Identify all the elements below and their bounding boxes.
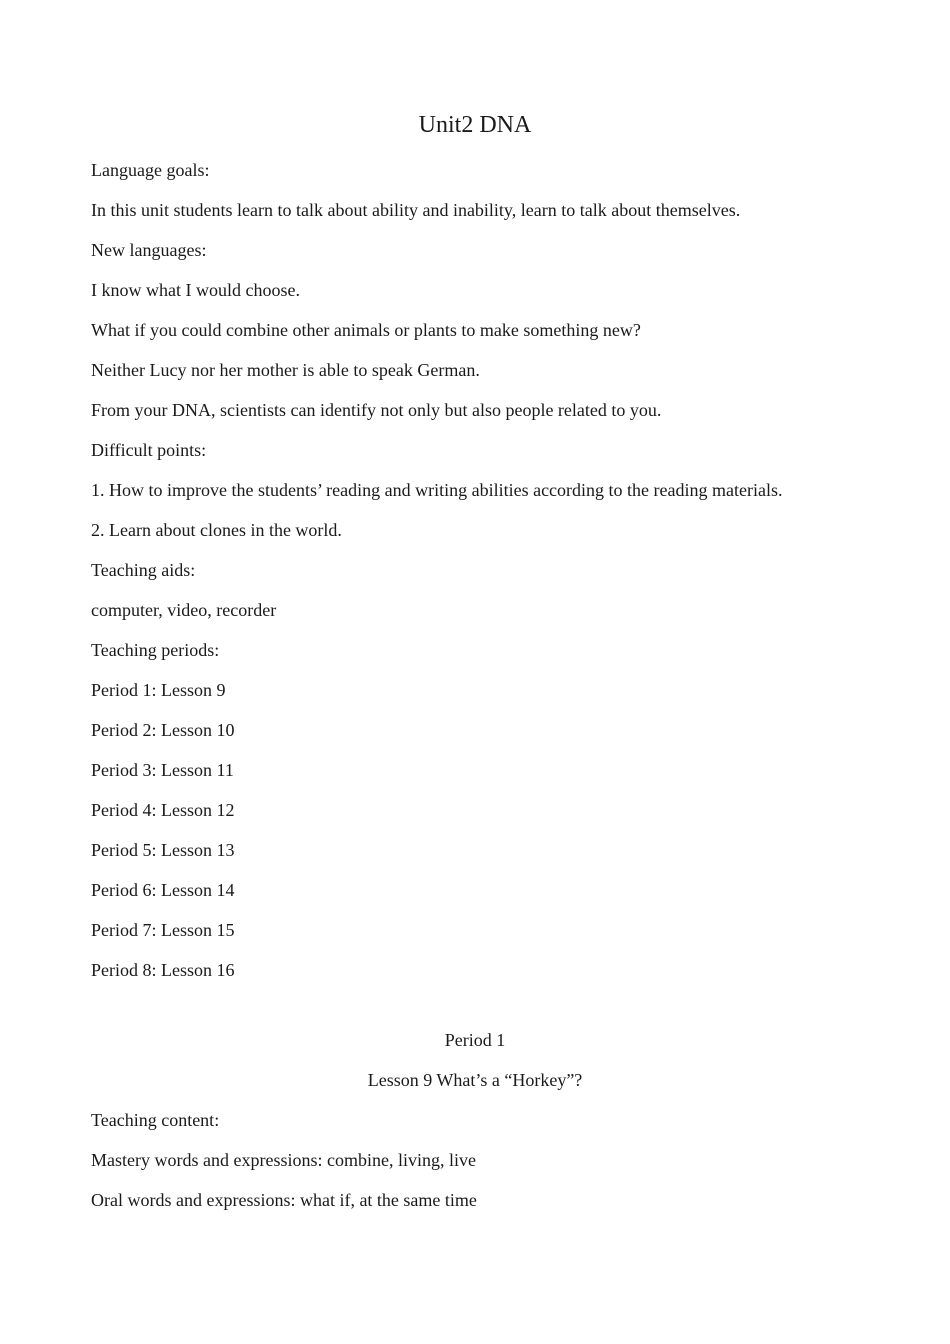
teaching-period-item: Period 4: Lesson 12 (91, 800, 235, 820)
teaching-period-item: Period 3: Lesson 11 (91, 760, 234, 780)
teaching-period-item: Period 1: Lesson 9 (91, 680, 226, 700)
language-goals-text: In this unit students learn to talk about ability and inability, learn to talk about themselves. (91, 200, 741, 220)
teaching-content-heading: Teaching content: (91, 1110, 220, 1130)
new-language-item: From your DNA, scientists can identify not only but also people related to you. (91, 400, 662, 420)
lesson-heading: Lesson 9 What’s a “Horkey”? (367, 1070, 583, 1090)
teaching-period-item: Period 2: Lesson 10 (91, 720, 235, 740)
teaching-aids-text: computer, video, recorder (91, 600, 277, 620)
difficult-points-heading: Difficult points: (91, 440, 207, 460)
new-language-item: I know what I would choose. (91, 280, 300, 300)
teaching-period-item: Period 8: Lesson 16 (91, 960, 235, 980)
teaching-aids-heading: Teaching aids: (91, 560, 196, 580)
new-language-item: What if you could combine other animals or plants to make something new? (91, 320, 641, 340)
teaching-period-item: Period 5: Lesson 13 (91, 840, 235, 860)
mastery-words: Mastery words and expressions: combine, living, live (91, 1150, 476, 1170)
oral-words: Oral words and expressions: what if, at the same time (91, 1190, 477, 1210)
teaching-period-item: Period 7: Lesson 15 (91, 920, 235, 940)
new-language-item: Neither Lucy nor her mother is able to speak German. (91, 360, 480, 380)
difficult-point-item: 2. Learn about clones in the world. (91, 520, 342, 540)
teaching-periods-heading: Teaching periods: (91, 640, 220, 660)
document-title: Unit2 DNA (418, 112, 532, 138)
language-goals-heading: Language goals: (91, 160, 210, 180)
new-languages-heading: New languages: (91, 240, 207, 260)
period-heading: Period 1 (444, 1030, 506, 1050)
difficult-point-item: 1. How to improve the students’ reading and writing abilities according to the reading materials. (91, 480, 783, 500)
teaching-period-item: Period 6: Lesson 14 (91, 880, 235, 900)
